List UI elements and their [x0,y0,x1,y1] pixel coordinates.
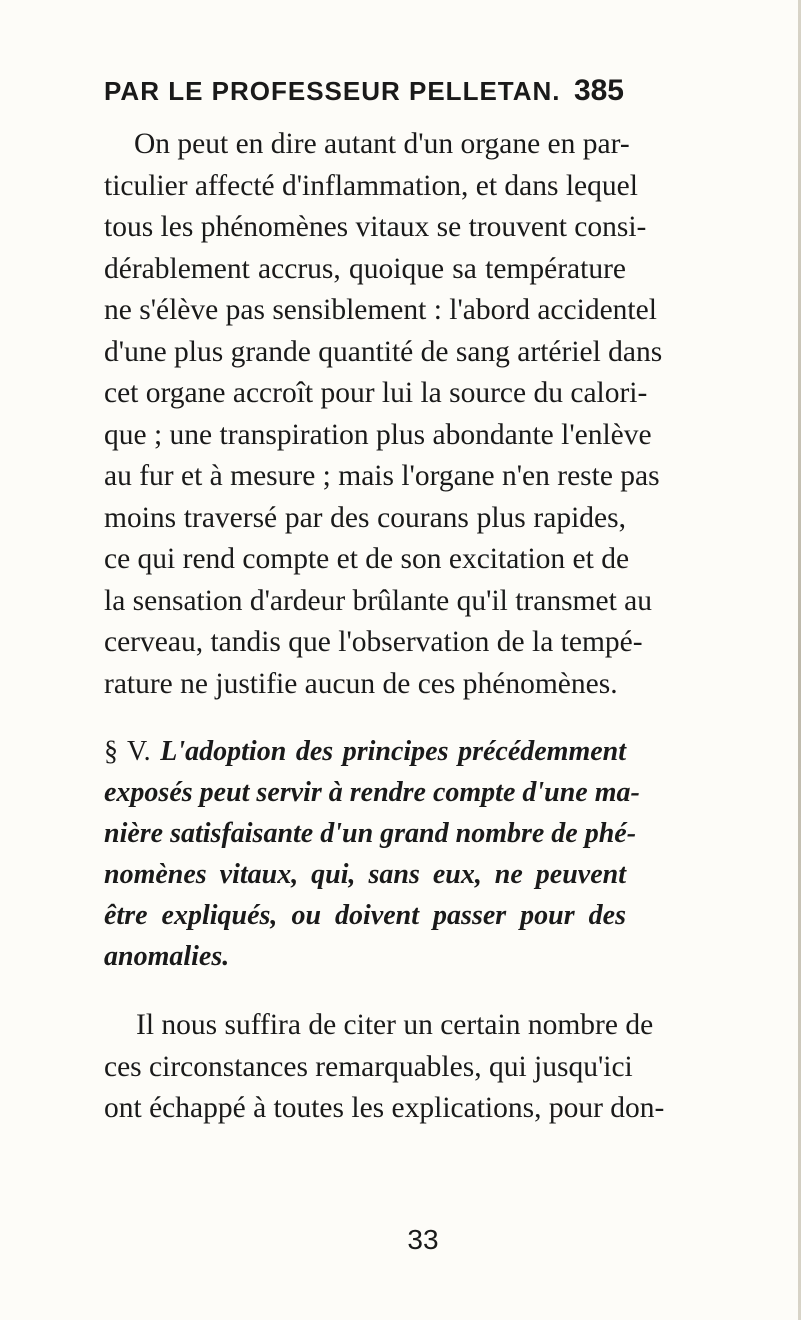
body-text [104,124,665,1130]
section-heading [104,731,640,977]
text-line: tous les phénomènes vitaux se trouvent consi- [104,211,647,243]
section-line: exposés peut servir à rendre compte d'une ma- [104,777,640,808]
text-line: la sensation d'ardeur brûlante qu'il transmet au [104,584,653,617]
paragraph-inflammation [104,124,663,705]
text-line: rature ne justifie aucun de ces phénomènes. [104,667,618,700]
signature-mark [0,1224,801,1256]
section-line: nière satisfaisante d'un grand nombre de phé- [104,818,637,849]
section-line: L'adoption des principes précédemment [160,736,627,767]
text-line: Il nous suffira de citer un certain nombre de [136,1009,654,1041]
text-line: moins traversé par des courans plus rapides, [104,501,626,534]
text-line: ticulier affecté d'inflammation, et dans lequel [104,169,638,202]
text-line: ont échappé à toutes les explications, pour don- [104,1092,665,1124]
page-number: 385 [573,74,624,107]
section-line: être expliqués, ou doivent passer pour des [104,900,626,931]
text-line: cet organe accroît pour lui la source du calori- [104,377,648,409]
text-line: On peut en dire autant d'un organe en par- [134,128,630,160]
text-line: d'une plus grande quantité de sang artériel dans [104,335,663,368]
section-line: nomènes vitaux, qui, sans eux, ne peuvent [104,859,626,890]
section-line: anomalies. [104,941,230,972]
text-line: que ; une transpiration plus abondante l'enlève [104,418,652,451]
text-line: ce qui rend compte et de son excitation et de [104,543,630,575]
text-line: cerveau, tandis que l'observation de la tempé- [104,626,643,658]
text-line: au fur et à mesure ; mais l'organe n'en reste pas [104,460,660,492]
paragraph-circumstances [104,1005,665,1130]
running-title: PAR LE PROFESSEUR PELLETAN. [104,76,561,106]
text-line: ces circonstances remarquables, qui jusqu'ici [104,1050,633,1083]
text-line: ne s'élève pas sensiblement : l'abord accidentel [104,294,657,326]
text-line: dérablement accrus, quoique sa température [104,252,626,285]
section-first-line [104,731,626,772]
signature-number: 33 [407,1224,439,1255]
section-marker: § V. [104,736,151,767]
running-head [104,74,624,108]
